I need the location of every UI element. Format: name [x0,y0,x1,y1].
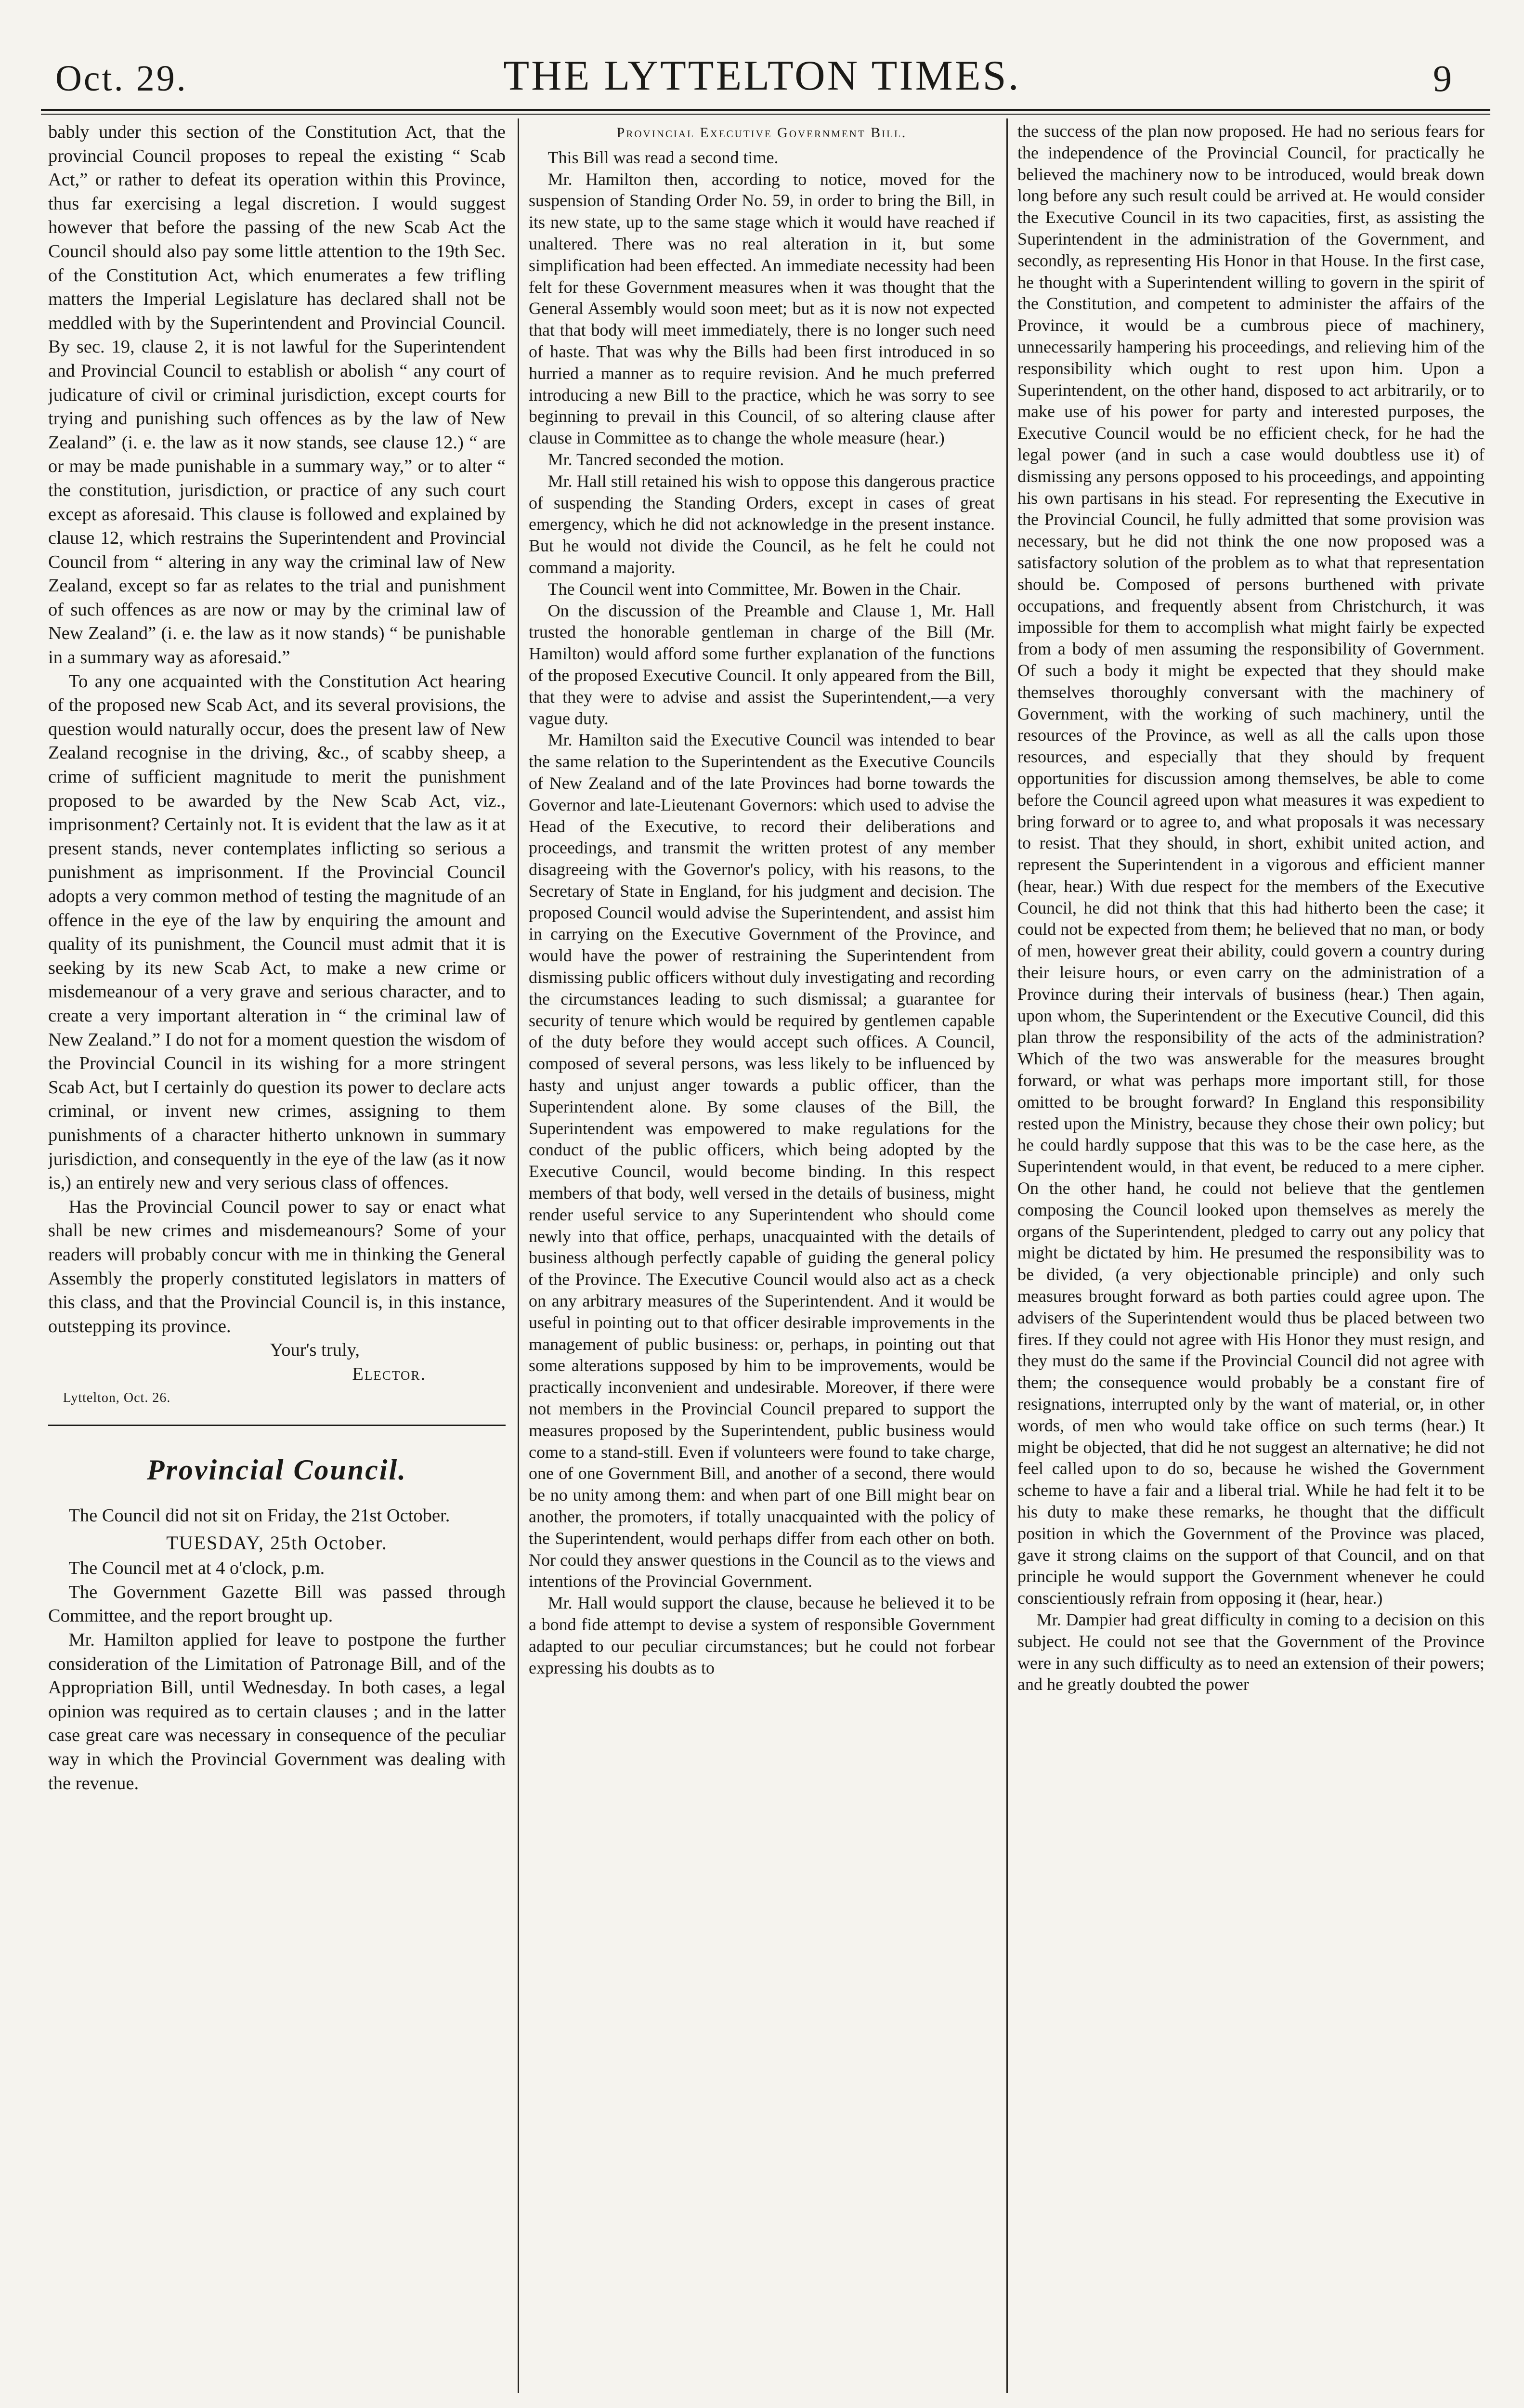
proceedings-paragraph: This Bill was read a second time. [547,147,779,167]
section-divider [48,1425,506,1426]
proceedings-paragraph: Mr. Tancred seconded the motion. [547,449,784,469]
proceedings-paragraph: Mr. Dampier had great difficulty in coming to a decision on this subject. He could not see that the Government of the Province were in any such difficulty as to need an extension of their powers; and he greatly doubted the power [1017,1610,1485,1694]
proceedings-paragraph: Mr. Hamilton then, according to notice, moved for the suspension of Standing Order No. 59, in order to bring the Bill, in its new state, up to the same stage which it would have reached if unaltered. There was no real alteration in it, but some simplification had been effected. An immediate necessity had been felt for these Government measures when it was thought that the General Assembly would soon meet; but as it is now not expected that that body will meet immediately, there is no longer such need of haste. That was why the Bills had been first introduced in so hurried a manner as to require revision. And he much preferred introducing a new Bill to the practice, which he was sorry to see beginning to prevail in this Council, of so altering clause after clause in Committee as to change the whole measure (hear.) [529,169,995,448]
column-divider-2 [1006,118,1008,2393]
council-paragraph: Mr. Hamilton applied for leave to postpone the further consideration of the Limitation of Patronage Bill, and of the Appropriation Bill, until Wednesday. In both cases, a legal opinion was required as to certain clauses ; and in the latter case great care was necessary in consequence of the peculiar way in which the Provincial Government was dealing with the revenue. [48,1630,506,1793]
day-heading: TUESDAY, 25th October. [166,1531,388,1554]
header-rule-thin [41,114,1490,115]
header-rule [41,109,1490,111]
council-paragraph: The Government Gazette Bill was passed through Committee, and the report brought up. [48,1582,506,1626]
proceedings-paragraph: the success of the plan now proposed. He had no serious fears for the independence of the Provincial Council, for practically he believed the machinery now to be introduced, would break down long before any such result could be arrived at. He would consider the Executive Council in its two capacities, first, as assisting the Superintendent in the administration of the Government, and secondly, as representing His Honor in that House. In the first case, he thought with a Superintendent willing to govern in the spirit of the Constitution, and competent to administer the affairs of the Province, it would be a cumbrous piece of machinery, unnecessarily hampering his proceedings, and relieving him of the responsibility which ought to rest upon him. Upon a Superintendent, on the other hand, disposed to act arbitrarily, or to make use of his power for party and interested purposes, the Executive Council would be no efficient check, for he had the legal power (and in such a case would doubtless use it) of dismissing any persons opposed to his proceedings, and appointing his own partisans in his stead. For representing the Executive in the Provincial Council, he fully admitted that some provision was necessary, but he did not think the one now proposed was a satisfactory solution of the problem as to what that representation should be. Composed of persons burthened with private occupations, and frequently absent from Christchurch, it was impossible for them to accomplish what might fairly be expected from a body of men assuming the responsibility of Government. Of such a body it might be expected that they should make themselves thoroughly conversant with the machinery of Government, with the working of such machinery, until the resources of the Province, as well as all the calls upon those resources, and especially that they should by frequent opportunities for discussion among themselves, be able to come before the Council agreed upon what measures it was expedient to bring forward or to agree to, and what proposals it was necessary to resist. That they should, in short, exhibit united action, and represent the Superintendent in a vigorous and efficient manner (hear, hear.) With due respect for the members of the Executive Council, he did not think that this had hitherto been the case; it could not be expected from them; he believed that no man, or body of men, however great their ability, could govern a country during their leisure hours, or even carry on the administration of a Province during their intervals of business (hear.) Then again, upon whom, the Superintendent or the Executive Council, did this plan throw the responsibility of the acts of the administration? Which of the two was answerable for the measures brought forward, or what was perhaps more important still, for those omitted to be brought forward? In England this responsibility rested upon the Ministry, because they chose their own policy; but he could hardly suppose that this was to be the case here, as the Superintendent would, in that event, be reduced to a mere cipher. On the other hand, he could not believe that the gentlemen composing the Council looked upon themselves as merely the organs of the Superintendent, pledged to carry out any policy that might be dictated by him. He presumed the responsibility was to be divided, (a very objectionable principle) and only such measures brought forward as both parties could agree upon. The advisers of the Superintendent would thus be placed between two fires. If they could not agree with His Honor they must resign, and they must do the same if the Provincial Council did not agree with them; the consequence would probably be a constant fire of resignations, interrupted only by the want of material, or, in other words, of men who would take office on such terms (hear.) It might be objected, that did he not suggest an alternative; he did not feel called upon to do so, because he wished the Government scheme to have a fair and a liberal trial. While he had felt it to be his duty to make these remarks, he thought that the difficult position in which the Government of the Province was placed, gave it strong claims on the support of that Council, and on that principle he would support the Government whenever he could conscientiously refrain from opposing it (hear, hear.) [1017,121,1485,1608]
section-title: Provincial Council. [146,1454,407,1486]
letter-dateline: Lyttelton, Oct. 26. [63,1390,171,1406]
letter-closing: Your's truly, [270,1340,360,1361]
proceedings-paragraph: The Council went into Committee, Mr. Bowen in the Chair. [547,579,961,599]
proceedings-paragraph: Mr. Hamilton said the Executive Council was intended to bear the same relation to the Superintendent as the Executive Councils of New Zealand and of the late Provinces had borne towards the Governor and late-Lieutenant Governors: which used to advise the Head of the Executive, to record their deliberations and proceedings, and transmit the written protest of any member disagreeing with the Governor's policy, with his reasons, to the Secretary of State in England, for his judgment and decision. The proposed Council would advise the Superintendent, and assist him in carrying on the Executive Government of the Province, and would have the power of restraining the Superintendent from dismissing public officers without duly investigating and recording the circumstances leading to such dismissal; a guarantee for security of tenure which would be required by gentlemen capable of the duty before they would accept such offices. A Council, composed of several persons, was less likely to be influenced by hasty and unjust anger towards a public officer, than the Superintendent alone. By some clauses of the Bill, the Superintendent was empowered to make regulations for the conduct of the public officers, which being adopted by the Executive Council, would become binding. In this respect members of that body, well versed in the details of business, might render useful service to any Superintendent who should come newly into that office, perhaps, unacquainted with the details of business although perfectly capable of guiding the general policy of the Province. The Executive Council would also act as a check on any arbitrary measures of the Superintendent. And it would be useful in pointing out to that officer desirable improvements in the management of public business: or, perhaps, in pointing out that some alterations supposed by him to be improvements, would be practically inconvenient and undesirable. Moreover, if there were not members in the Provincial Council prepared to support the measures proposed by the Superintendent, public business would come to a stand-still. Even if volunteers were found to take charge, one of one Government Bill, and another of a second, there would be no unity among them: and when part of one Bill might bear on another, the promoters, if totally unacquainted with the policy of the Superintendent, would perhaps differ from each other on both. Nor could they answer questions in the Council as to the views and intentions of the Provincial Government. [529,730,995,1591]
letter-signature: Elector. [352,1363,426,1384]
newspaper-title: THE LYTTELTON TIMES. [503,52,1021,99]
proceedings-paragraph: Mr. Hall would support the clause, because he believed it to be a bond fide attempt to devise a system of responsible Government adapted to our peculiar circumstances; but he could not forbear expressing his doubts as to [529,1593,995,1677]
page-number: 9 [1433,57,1452,99]
column-divider-1 [518,118,519,2393]
proceedings-paragraph: Mr. Hall still retained his wish to oppose this dangerous practice of suspending the Standing Orders, except in cases of great emergency, which he did not acknowledge in the present instance. But he would not divide the Council, as he felt he could not command a majority. [529,471,995,577]
letter-paragraph: bably under this section of the Constitution Act, that the provincial Council proposes to repeal the existing “ Scab Act,” or rather to defeat its operation within this Province, thus far exercising a legal discretion. I would suggest however that before the passing of the new Scab Act the Council should also pay some little attention to the 19th Sec. of the Constitution Act, which enumerates a few trifling matters the Imperial Legislature has declared shall not be meddled with by the Superintendent and Provincial Council. By sec. 19, clause 2, it is not lawful for the Superintendent and Provincial Council to establish or abolish “ any court of judicature of civil or criminal jurisdiction, except courts for trying and punishing such offences as by the law of New Zealand” (i. e. the law as it now stands, see clause 12.) “ are or may be made punishable in a summary way,” or to alter “ the constitution, jurisdiction, or practice of any such court except as aforesaid. This clause is followed and explained by clause 12, which restrains the Superintendent and Provincial Council from “ altering in any way the criminal law of New Zealand, except so far as relates to the trial and punishment of such offences as are now or may by the criminal law of New Zealand” (i. e. the law as it now stands) “ be punishable in a summary way as aforesaid.” [48,122,506,668]
column-3 [1017,120,1485,2403]
column-2 [529,120,995,2403]
issue-date: Oct. 29. [55,58,188,99]
letter-paragraph: Has the Provincial Council power to say or enact what shall be new crimes and misdemeanours? Some of your readers will probably concur with me in thinking the General Assembly the properly constituted legislators in matters of this class, and that the Provincial Council is, in this instance, outstepping its province. [48,1196,506,1336]
council-paragraph: The Council met at 4 o'clock, p.m. [68,1558,325,1579]
letter-paragraph: To any one acquainted with the Constitution Act hearing of the proposed new Scab Act, and its several provisions, the question would naturally occur, does the present law of New Zealand recognise in the driving, &c., of scabby sheep, a crime of sufficient magnitude to merit the punishment proposed to be awarded by the New Scab Act, viz., imprisonment? Certainly not. It is evident that the law as it at present stands, never contemplates inflicting so serious a punishment as imprisonment. If the Provincial Council adopts a very common method of testing the magnitude of an offence in the eye of the law by enquiring the amount and quality of its punishment, the Council must admit that it is seeking by its new Scab Act, to make a new crime or misdemeanour of a very grave and serious character, and to create a very important alteration in “ the criminal law of New Zealand.” I do not for a moment question the wisdom of the Provincial Council in its wishing for a more stringent Scab Act, but I certainly do question its power to declare acts criminal, or invent new crimes, assigning to them punishments of a character hitherto unknown in summary jurisdiction, and consequently in the eye of the law (as it now is,) an entirely new and very serious class of offences. [48,671,506,1193]
proceedings-paragraph: On the discussion of the Preamble and Clause 1, Mr. Hall trusted the honorable gentleman in charge of the Bill (Mr. Hamilton) would afford some further explanation of the functions of the proposed Executive Council. It only appeared from the Bill, that they were to advise and assist the Superintendent,—a very vague duty. [529,601,995,728]
bill-heading: Provincial Executive Government Bill. [616,125,907,141]
council-intro: The Council did not sit on Friday, the 21st October. [68,1505,450,1526]
column-1 [48,120,506,2403]
